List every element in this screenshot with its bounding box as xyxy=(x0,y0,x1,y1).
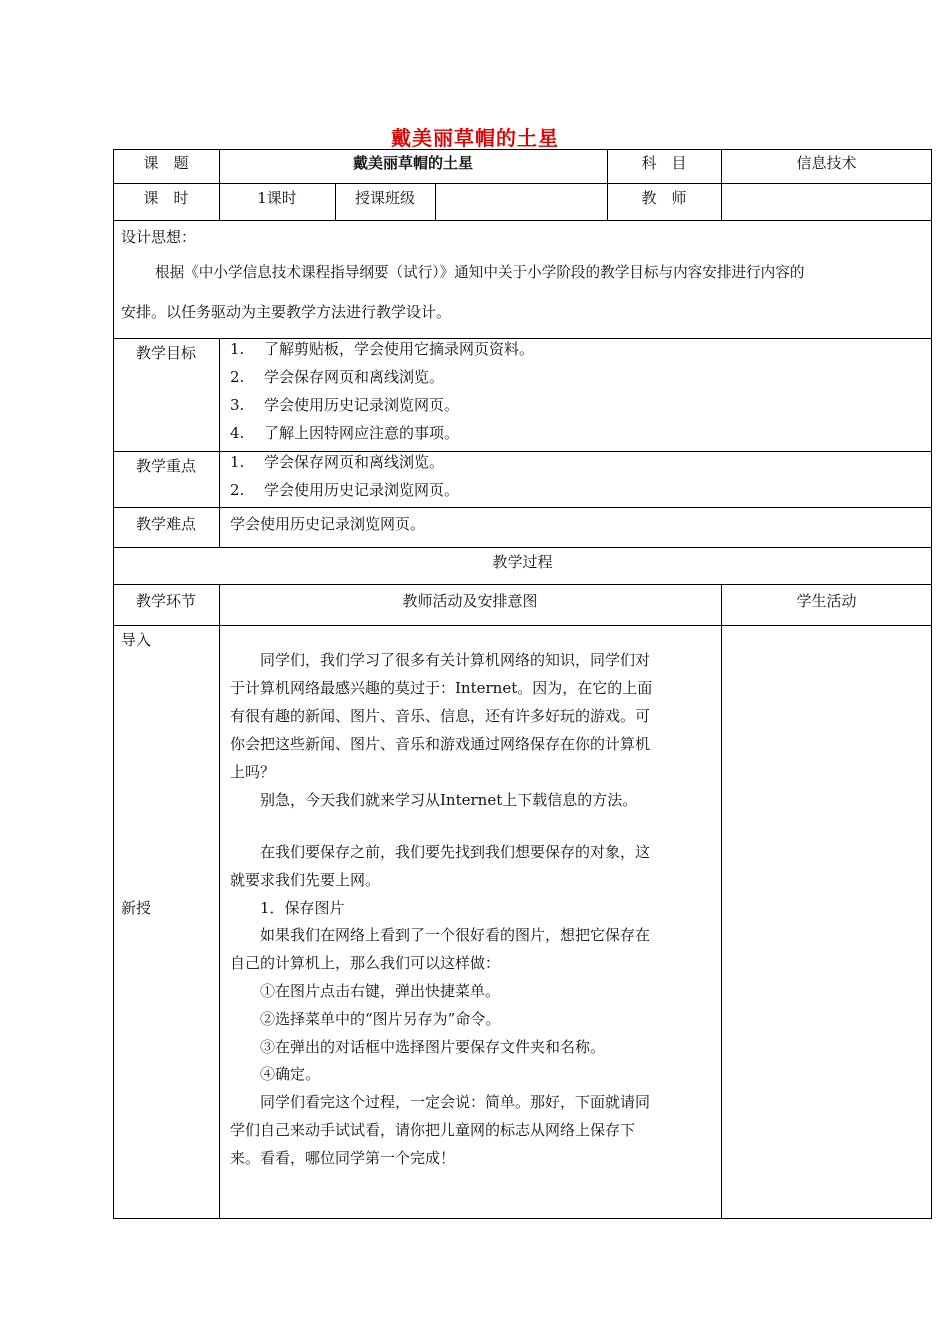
goal-number: 2. xyxy=(230,368,245,386)
keypoint-text: 学会使用历史记录浏览网页。 xyxy=(264,481,460,499)
activity-line: 就要求我们先要上网。 xyxy=(230,871,381,889)
activity-line: ④确定。 xyxy=(230,1065,321,1083)
goal-text: 学会保存网页和离线浏览。 xyxy=(264,368,445,386)
activity-line: 同学们，我们学习了很多有关计算机网络的知识，同学们对 xyxy=(230,651,651,669)
activity-line: 来。看看，哪位同学第一个完成！ xyxy=(230,1149,456,1167)
goal-item xyxy=(230,422,459,444)
goals-label: 教学目标 xyxy=(135,344,196,362)
activity-line: 在我们要保存之前，我们要先找到我们想要保存的对象，这 xyxy=(230,843,651,861)
activity-line: 上吗？ xyxy=(230,763,276,781)
keypoint-text: 学会保存网页和离线浏览。 xyxy=(264,453,445,471)
topic-label: 课 题 xyxy=(143,154,189,172)
stage-intro: 导入 xyxy=(121,631,152,649)
col-divider xyxy=(219,338,220,547)
class-label: 授课班级 xyxy=(354,189,415,207)
activity-line: ①在图片点击右键，弹出快捷菜单。 xyxy=(230,982,501,1000)
activity-line: 别急，今天我们就来学习从Internet上下载信息的方法。 xyxy=(230,791,638,809)
row-divider xyxy=(113,220,932,221)
activity-line: 1．保存图片 xyxy=(230,899,345,917)
activity-line: 如果我们在网络上看到了一个很好看的图片，想把它保存在 xyxy=(230,926,651,944)
topic-value: 戴美丽草帽的土星 xyxy=(352,154,473,172)
row-divider xyxy=(113,507,932,508)
row-divider xyxy=(113,584,932,585)
activity-line: 你会把这些新闻、图片、音乐和游戏通过网络保存在你的计算机 xyxy=(230,735,651,753)
document-title: 戴美丽草帽的土星 xyxy=(391,126,559,150)
difficulty-text: 学会使用历史记录浏览网页。 xyxy=(230,515,426,533)
process-heading: 教学过程 xyxy=(492,553,553,571)
keypoint-item xyxy=(230,451,444,473)
design-label: 设计思想： xyxy=(121,228,197,246)
keypoint-item xyxy=(230,479,459,501)
activity-line: 同学们看完这个过程，一定会说：简单。那好，下面就请同 xyxy=(230,1093,651,1111)
goal-text: 了解上因特网应注意的事项。 xyxy=(264,424,460,442)
subject-label: 科 目 xyxy=(641,154,687,172)
col-header-stage: 教学环节 xyxy=(135,592,196,610)
goal-number: 3. xyxy=(230,396,245,414)
design-text-line1: 根据《中小学信息技术课程指导纲要（试行）》通知中关于小学阶段的教学目标与内容安排进行内容的 xyxy=(155,264,805,281)
keypoint-number: 2. xyxy=(230,481,245,499)
keypoint-number: 1. xyxy=(230,453,245,471)
period-value: 1课时 xyxy=(257,189,297,207)
col-header-student: 学生活动 xyxy=(796,592,857,610)
difficulty-label: 教学难点 xyxy=(135,515,196,533)
period-label: 课 时 xyxy=(143,189,189,207)
row-divider xyxy=(113,625,932,626)
stage-new: 新授 xyxy=(121,899,152,917)
activity-line: ③在弹出的对话框中选择图片要保存文件夹和名称。 xyxy=(230,1038,606,1056)
col-divider xyxy=(721,584,722,1219)
goal-item xyxy=(230,366,444,388)
teacher-label: 教 师 xyxy=(641,189,687,207)
subject-value: 信息技术 xyxy=(796,154,857,172)
activity-line: 有很有趣的新闻、图片、音乐、信息，还有许多好玩的游戏。可 xyxy=(230,707,651,725)
goal-item xyxy=(230,394,459,416)
row-divider xyxy=(113,547,932,548)
col-divider xyxy=(219,584,220,1219)
goal-number: 1. xyxy=(230,340,245,358)
design-text-line2: 安排。以任务驱动为主要教学方法进行教学设计。 xyxy=(121,303,452,321)
col-header-teacher: 教师活动及安排意图 xyxy=(402,592,538,610)
keypoints-label: 教学重点 xyxy=(135,457,196,475)
goal-item xyxy=(230,338,534,360)
activity-line: 自己的计算机上，那么我们可以这样做： xyxy=(230,954,501,972)
activity-line: 学们自己来动手试试看，请你把儿童网的标志从网络上保存下 xyxy=(230,1121,636,1139)
activity-line: 于计算机网络最感兴趣的莫过于：Internet。因为，在它的上面 xyxy=(230,679,653,697)
goal-text: 学会使用历史记录浏览网页。 xyxy=(264,396,460,414)
row-divider xyxy=(113,183,932,184)
goal-text: 了解剪贴板，学会使用它摘录网页资料。 xyxy=(264,340,535,358)
activity-line: ②选择菜单中的“图片另存为”命令。 xyxy=(230,1010,501,1028)
goal-number: 4. xyxy=(230,424,245,442)
col-divider xyxy=(435,183,436,220)
